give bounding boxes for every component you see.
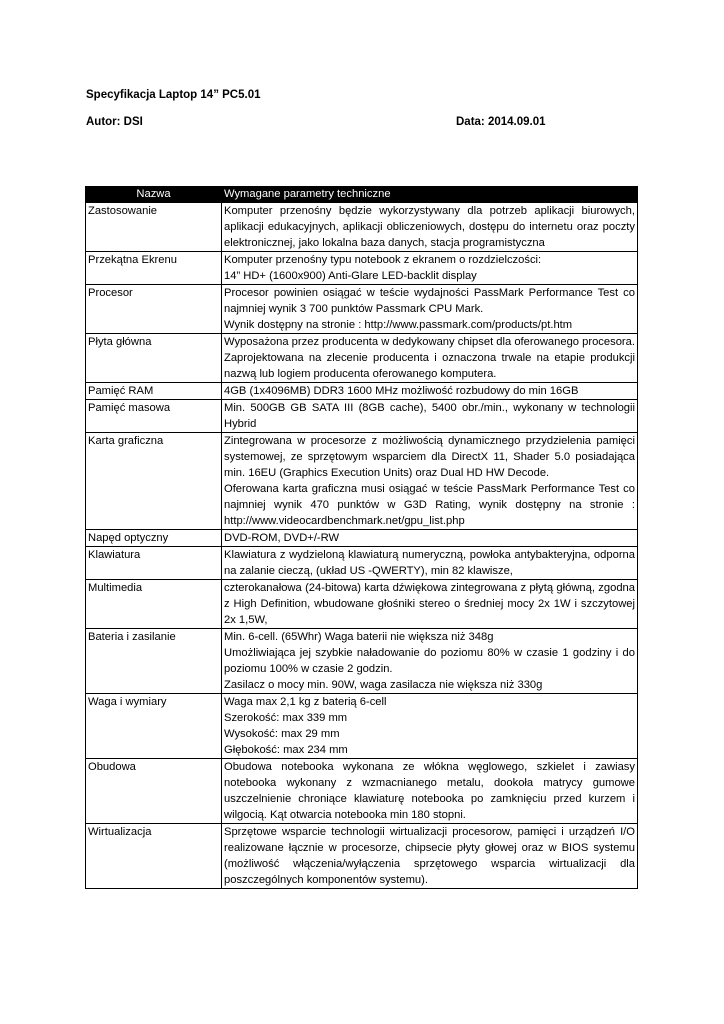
row-value-line: Wysokość: max 29 mm	[224, 728, 340, 740]
row-name: Procesor	[86, 285, 222, 334]
row-value	[222, 252, 638, 285]
row-name: Klawiatura	[86, 547, 222, 580]
row-value	[222, 824, 638, 889]
row-value-line: Oferowana karta graficzna musi osiągać w teście PassMark Performance Test co najmniej wynik 470 punktów w G3D Rating, wynik dostępny na stronie : http://www.videocardbenchmark.net/gpu_list.php	[224, 483, 635, 527]
row-value-line: Umożliwiająca jej szybkie naładowanie do poziomu 80% w czasie 1 godziny i do poziomu 100% w czasie 2 godzin.	[224, 647, 635, 675]
row-value-line: Sprzętowe wsparcie technologii wirtualizacji procesorow, pamięci i urządzeń I/O realizowane łącznie w procesorze, chipsecie płyty głowej oraz w BIOS systemu (możliwość włączenia/wyłączenia sprzętowego wsparcia wirtualizacji dla poszczególnych komponentów systemu).	[224, 826, 635, 886]
table-row	[86, 530, 638, 547]
table-row	[86, 547, 638, 580]
row-value-line: Obudowa notebooka wykonana ze włókna węglowego, szkielet i zawiasy notebooka wykonany z wzmacnianego metalu, dookoła matrycy gumowe uszczelnienie chroniące klawiaturę notebooka po zamknięciu przed kurzem i wilgocią. Kąt otwarcia notebooka min 180 stopni.	[224, 761, 635, 821]
row-value-line: Wyposażona przez producenta w dedykowany chipset dla oferowanego procesora. Zaprojektowana na zlecenie producenta i oznaczona trwale na etapie produkcji nazwą lub logiem producenta oferowanego komputera.	[224, 336, 635, 380]
row-value	[222, 694, 638, 759]
row-name: Obudowa	[86, 759, 222, 824]
row-value	[222, 334, 638, 383]
row-value-line: Komputer przenośny będzie wykorzystywany dla potrzeb aplikacji biurowych, aplikacji edukacyjnych, aplikacji obliczeniowych, dostępu do internetu oraz poczty elektronicznej, jako lokalna baza danych, stacja programistyczna	[224, 205, 635, 249]
table-row	[86, 433, 638, 530]
row-value-line: 14” HD+ (1600x900) Anti-Glare LED-backlit display	[224, 270, 477, 282]
spec-table	[85, 186, 638, 889]
row-value	[222, 629, 638, 694]
column-header-params: Wymagane parametry techniczne	[222, 187, 638, 203]
row-value	[222, 530, 638, 547]
row-name: Wirtualizacja	[86, 824, 222, 889]
row-value	[222, 400, 638, 433]
row-name: Przekątna Ekrenu	[86, 252, 222, 285]
row-name: Waga i wymiary	[86, 694, 222, 759]
row-value-line: Zasilacz o mocy min. 90W, waga zasilacza nie większa niż 330g	[224, 679, 543, 691]
table-row	[86, 824, 638, 889]
row-value	[222, 433, 638, 530]
row-value	[222, 203, 638, 252]
table-row	[86, 629, 638, 694]
row-value-line: czterokanałowa (24-bitowa) karta dźwiękowa zintegrowana z płytą główną, zgodna z High Definition, wbudowane głośniki stereo o średniej mocy 2x 1W i szczytowej 2x 1,5W,	[224, 582, 635, 626]
row-value-line: Min. 6-cell. (65Whr) Waga baterii nie większa niż 348g	[224, 631, 494, 643]
table-row	[86, 400, 638, 433]
document-title: Specyfikacja Laptop 14” PC5.01	[86, 89, 261, 101]
row-value	[222, 759, 638, 824]
row-value-line: DVD-ROM, DVD+/-RW	[224, 532, 340, 544]
row-value-line: Wynik dostępny na stronie : http://www.passmark.com/products/pt.htm	[224, 319, 573, 331]
column-header-name: Nazwa	[86, 187, 222, 203]
table-row	[86, 285, 638, 334]
row-value	[222, 383, 638, 400]
row-name: Karta graficzna	[86, 433, 222, 530]
row-value-line: Procesor powinien osiągać w teście wydajności PassMark Performance Test co najmniej wynik 3 700 punktów Passmark CPU Mark.	[224, 287, 635, 315]
table-row	[86, 203, 638, 252]
spec-table-body	[86, 203, 638, 889]
row-value-line: Min. 500GB GB SATA III (8GB cache), 5400 obr./min., wykonany w technologii Hybrid	[224, 402, 635, 430]
row-value	[222, 285, 638, 334]
row-name: Bateria i zasilanie	[86, 629, 222, 694]
row-value	[222, 547, 638, 580]
row-name: Napęd optyczny	[86, 530, 222, 547]
row-value-line: Zintegrowana w procesorze z możliwością dynamicznego przydzielenia pamięci systemowej, ze sprzętowym wsparciem dla DirectX 11, Shader 5.0 posiadająca min. 16EU (Graphics Execution Units) oraz Dual HD HW Decode.	[224, 435, 635, 479]
row-name: Płyta główna	[86, 334, 222, 383]
author-label: Autor: DSI	[86, 116, 143, 128]
row-value-line: Głębokość: max 234 mm	[224, 744, 348, 756]
table-row	[86, 383, 638, 400]
table-row	[86, 252, 638, 285]
row-value-line: Komputer przenośny typu notebook z ekranem o rozdzielczości:	[224, 254, 542, 266]
table-row	[86, 334, 638, 383]
table-row	[86, 580, 638, 629]
row-value-line: Waga max 2,1 kg z baterią 6-cell	[224, 696, 387, 708]
row-value	[222, 580, 638, 629]
date-label: Data: 2014.09.01	[456, 116, 546, 128]
row-name: Pamięć masowa	[86, 400, 222, 433]
row-value-line: Klawiatura z wydzieloną klawiaturą numeryczną, powłoka antybakteryjna, odporna na zalanie cieczą, (układ US -QWERTY), min 82 klawisze,	[224, 549, 635, 577]
row-value-line: Szerokość: max 339 mm	[224, 712, 348, 724]
row-value-line: 4GB (1x4096MB) DDR3 1600 MHz możliwość rozbudowy do min 16GB	[224, 385, 579, 397]
table-row	[86, 694, 638, 759]
row-name: Multimedia	[86, 580, 222, 629]
row-name: Pamięć RAM	[86, 383, 222, 400]
table-row	[86, 759, 638, 824]
row-name: Zastosowanie	[86, 203, 222, 252]
table-header-row	[86, 187, 638, 203]
